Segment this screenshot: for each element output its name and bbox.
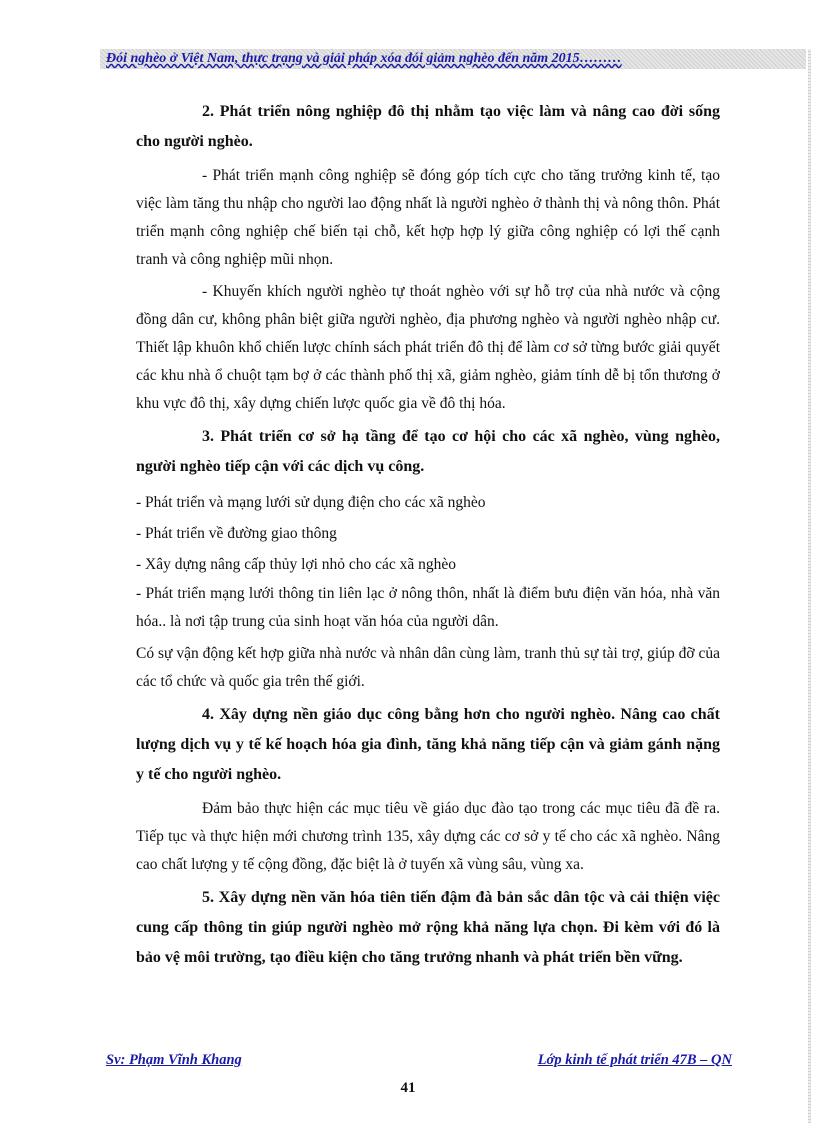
list-item: - Phát triển về đường giao thông: [136, 525, 337, 542]
page-number: 41: [400, 1080, 416, 1096]
paragraph: Đảm bảo thực hiện các mục tiêu về giáo dục đào tạo trong các mục tiêu đã đề ra. Tiếp tục và thực hiện mới chương trình 135, xây dựng các cơ sở y tế cho các xã nghèo. Nâng cao chất lượng y tế cộng đồng, đặc biệt là ở tuyến xã vùng sâu, vùng xa.: [136, 800, 720, 873]
running-header: Đói nghèo ở Việt Nam, thực trạng và giải pháp xóa đói giảm nghèo đến năm 2015………: [106, 51, 622, 66]
footer-class: Lớp kinh tế phát triển 47B – QN: [537, 1052, 732, 1068]
section-3: [136, 422, 720, 696]
document-body: [136, 97, 720, 978]
paragraph: - Khuyến khích người nghèo tự thoát nghèo với sự hỗ trợ của nhà nước và cộng đồng dân cư, không phân biệt giữa người nghèo, địa phương nghèo và người nghèo nhập cư. Thiết lập khuôn khổ chiến lược chính sách phát triển đô thị để làm cơ sở từng bước giải quyết các khu nhà ổ chuột tạm bợ ở các thành phố thị xã, giảm nghèo, giảm tính dễ bị tổn thương ở khu vực đô thị, xây dựng chiến lược quốc gia về đô thị hóa.: [136, 283, 720, 412]
list-item: - Xây dựng nâng cấp thủy lợi nhỏ cho các xã nghèo: [136, 556, 457, 573]
footer-author: Sv: Phạm Vĩnh Khang: [106, 1052, 242, 1068]
list-item: - Phát triển và mạng lưới sử dụng điện cho các xã nghèo: [136, 494, 486, 511]
section-heading: 5. Xây dựng nền văn hóa tiên tiến đậm đà bản sắc dân tộc và cải thiện việc cung cấp thông tin giúp người nghèo mở rộng khả năng lựa chọn. Đi kèm với đó là bảo vệ môi trường, tạo điều kiện cho tăng trưởng nhanh và phát triển bền vững.: [136, 889, 720, 966]
section-5: [136, 883, 720, 973]
section-heading: 4. Xây dựng nền giáo dục công bằng hơn cho người nghèo. Nâng cao chất lượng dịch vụ y tế kế hoạch hóa gia đình, tăng khả năng tiếp cận và giảm gánh nặng y tế cho người nghèo.: [136, 706, 720, 783]
section-2: [136, 97, 720, 418]
list-item: - Phát triển mạng lưới thông tin liên lạc ở nông thôn, nhất là điểm bưu điện văn hóa, nhà văn hóa.. là nơi tập trung của sinh hoạt văn hóa của người dân.: [136, 585, 720, 630]
section-4: [136, 700, 720, 879]
page-border: [808, 49, 811, 1123]
paragraph: Có sự vận động kết hợp giữa nhà nước và nhân dân cùng làm, tranh thủ sự tài trợ, giúp đỡ của các tổ chức và quốc gia trên thế giới.: [136, 645, 720, 690]
paragraph: - Phát triển mạnh công nghiệp sẽ đóng góp tích cực cho tăng trưởng kinh tế, tạo việc làm tăng thu nhập cho người lao động nhất là người nghèo ở thành thị và nông thôn. Phát triển mạnh công nghiệp chế biến tại chỗ, kết hợp hợp lý giữa công nghiệp có lợi thế cạnh tranh và công nghiệp mũi nhọn.: [136, 167, 720, 268]
section-heading: 2. Phát triển nông nghiệp đô thị nhằm tạo việc làm và nâng cao đời sống cho người nghèo.: [136, 103, 720, 150]
section-heading: 3. Phát triển cơ sở hạ tầng để tạo cơ hội cho các xã nghèo, vùng nghèo, người nghèo tiếp cận với các dịch vụ công.: [136, 428, 720, 475]
